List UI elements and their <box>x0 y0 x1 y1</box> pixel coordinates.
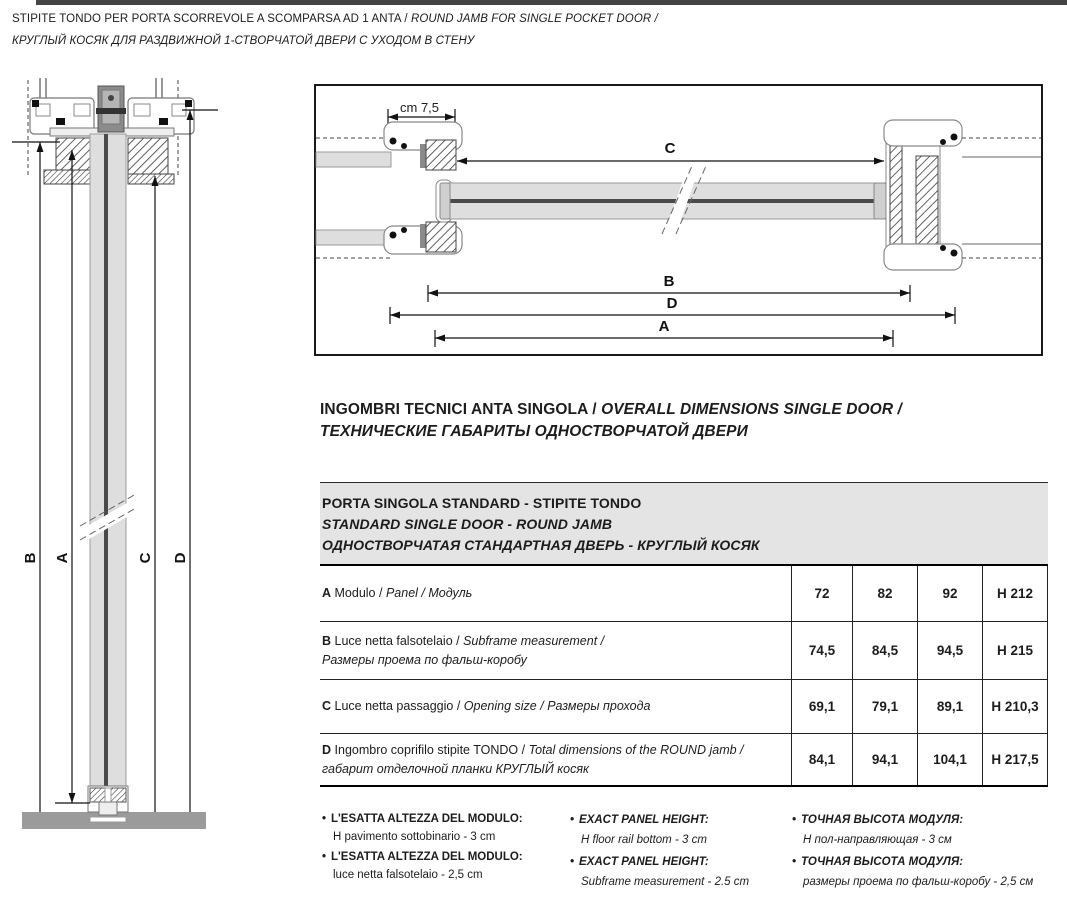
section-heading <box>320 399 1060 443</box>
dim-label-c: C <box>664 140 676 157</box>
notes-english <box>570 810 792 894</box>
row-label <box>320 566 791 621</box>
row-label-ru: Размеры прохода <box>547 699 651 713</box>
table-title-russian: ОДНОСТВОРЧАТАЯ СТАНДАРТНАЯ ДВЕРЬ - КРУГЛЫЙ КОСЯК <box>322 537 760 553</box>
cell-value: 84,5 <box>852 622 917 679</box>
note-text: Н пол-направляющая - 3 см <box>803 834 952 846</box>
cell-value: 82 <box>852 566 917 621</box>
row-label-en: Panel / <box>385 586 425 600</box>
table-title-italian: PORTA SINGOLA STANDARD - STIPITE TONDO <box>322 495 642 511</box>
row-key: C <box>322 699 332 713</box>
note-title: • EXACT PANEL HEIGHT: <box>570 852 792 872</box>
row-label-ru: габарит отделочной планки КРУГЛЫЙ косяк <box>322 761 589 776</box>
wall-lines-right <box>962 138 1041 258</box>
row-key: A <box>322 586 332 600</box>
page-title-russian: КРУГЛЫЙ КОСЯК ДЛЯ РАЗДВИЖНОЙ 1-СТВОРЧАТОЙ ДВЕРИ С УХОДОМ В СТЕНУ <box>12 35 475 47</box>
section-heading-line1 <box>320 399 1060 421</box>
note-title: • ТОЧНАЯ ВЫСОТА МОДУЛЯ: <box>792 810 1067 830</box>
note-text: H pavimento sottobinario - 3 cm <box>333 831 496 843</box>
pocket-width-label: cm 7,5 <box>400 100 440 115</box>
footnotes <box>322 810 1067 894</box>
note-item <box>570 810 792 850</box>
note-item <box>322 848 570 884</box>
notes-russian <box>792 810 1067 894</box>
table-title-english: STANDARD SINGLE DOOR - ROUND JAMB <box>322 516 613 532</box>
table-row-a <box>320 566 1048 622</box>
page-title-italian: STIPITE TONDO PER PORTA SCORREVOLE A SCOMPARSA AD 1 ANTA / <box>12 13 408 25</box>
dim-c <box>457 140 884 165</box>
row-label-ru: Размеры проема по фальш-коробу <box>322 652 527 667</box>
section-heading-italian: INGOMBRI TECNICI ANTA SINGOLA / <box>320 401 597 418</box>
cell-value: 72 <box>791 566 852 621</box>
note-item <box>570 852 792 892</box>
track-assembly <box>30 86 194 136</box>
table-row-d <box>320 734 1048 785</box>
row-label <box>320 734 791 785</box>
dim-label-b: B <box>663 273 675 290</box>
row-key: B <box>322 633 332 648</box>
cell-value: 74,5 <box>791 622 852 679</box>
scan-edge-bar <box>36 0 1067 5</box>
dim-label-a: A <box>54 552 71 564</box>
row-label <box>320 680 791 733</box>
row-label <box>320 622 791 679</box>
cell-value: H 215 <box>982 622 1048 679</box>
dim-label-d: D <box>172 552 189 564</box>
dim-label-c: C <box>137 552 154 564</box>
dim-label-d: D <box>666 295 678 312</box>
note-text: luce netta falsotelaio - 2,5 cm <box>333 869 483 881</box>
note-text: размеры проема по фальш-коробу - 2,5 см <box>803 876 1034 888</box>
closing-jamb <box>884 120 962 270</box>
bottom-rail <box>88 786 128 822</box>
table-row-b <box>320 622 1048 680</box>
row-label-it: Luce netta falsotelaio / <box>334 633 460 648</box>
row-label-en: Subframe measurement / <box>463 633 605 648</box>
table-row-c <box>320 680 1048 734</box>
row-label-ru: Модуль <box>428 586 473 600</box>
note-item <box>322 810 570 846</box>
row-label-it: Luce netta passaggio / <box>334 699 461 713</box>
cell-value: 79,1 <box>852 680 917 733</box>
notes-italian <box>322 810 570 894</box>
cell-value: 92 <box>917 566 982 621</box>
page-title <box>12 8 1012 52</box>
page-title-line1 <box>12 8 1012 30</box>
wall-lines-left <box>316 138 392 258</box>
cell-value: H 212 <box>982 566 1048 621</box>
dim-label-b: B <box>22 552 39 564</box>
cell-value: 94,1 <box>852 734 917 785</box>
table-title <box>320 482 1048 564</box>
dimensions-table <box>320 564 1048 787</box>
cell-value: H 217,5 <box>982 734 1048 785</box>
page-title-english: ROUND JAMB FOR SINGLE POCKET DOOR / <box>410 13 658 25</box>
vertical-section-drawing <box>10 76 224 838</box>
dim-label-a: A <box>658 318 670 335</box>
row-label-en: Opening size / <box>463 699 544 713</box>
note-title: • ТОЧНАЯ ВЫСОТА МОДУЛЯ: <box>792 852 1067 872</box>
row-label-it: Modulo / <box>334 586 383 600</box>
cell-value: 84,1 <box>791 734 852 785</box>
note-title: • L'ESATTA ALTEZZA DEL MODULO: <box>322 810 570 828</box>
dim-d <box>390 295 955 324</box>
dim-a <box>435 318 893 347</box>
cell-value: 89,1 <box>917 680 982 733</box>
note-title: • L'ESATTA ALTEZZA DEL MODULO: <box>322 848 570 866</box>
note-title: • EXACT PANEL HEIGHT: <box>570 810 792 830</box>
cell-value: 104,1 <box>917 734 982 785</box>
section-heading-english: OVERALL DIMENSIONS SINGLE DOOR / <box>601 401 902 418</box>
cell-value: H 210,3 <box>982 680 1048 733</box>
row-label-it: Ingombro coprifilo stipite TONDO / <box>334 742 526 757</box>
note-item <box>792 852 1067 892</box>
note-text: H floor rail bottom - 3 cm <box>581 834 707 846</box>
section-heading-russian: ТЕХНИЧЕСКИЕ ГАБАРИТЫ ОДНОСТВОРЧАТОЙ ДВЕРИ <box>320 423 748 440</box>
door-panel-plan <box>440 166 886 234</box>
cell-value: 69,1 <box>791 680 852 733</box>
row-label-en: Total dimensions of the ROUND jamb / <box>528 742 744 757</box>
row-key: D <box>322 742 332 757</box>
door-panel-section <box>80 134 136 800</box>
horizontal-section-drawing <box>314 84 1044 357</box>
note-text: Subframe measurement - 2.5 cm <box>581 876 750 888</box>
cell-value: 94,5 <box>917 622 982 679</box>
note-item <box>792 810 1067 850</box>
